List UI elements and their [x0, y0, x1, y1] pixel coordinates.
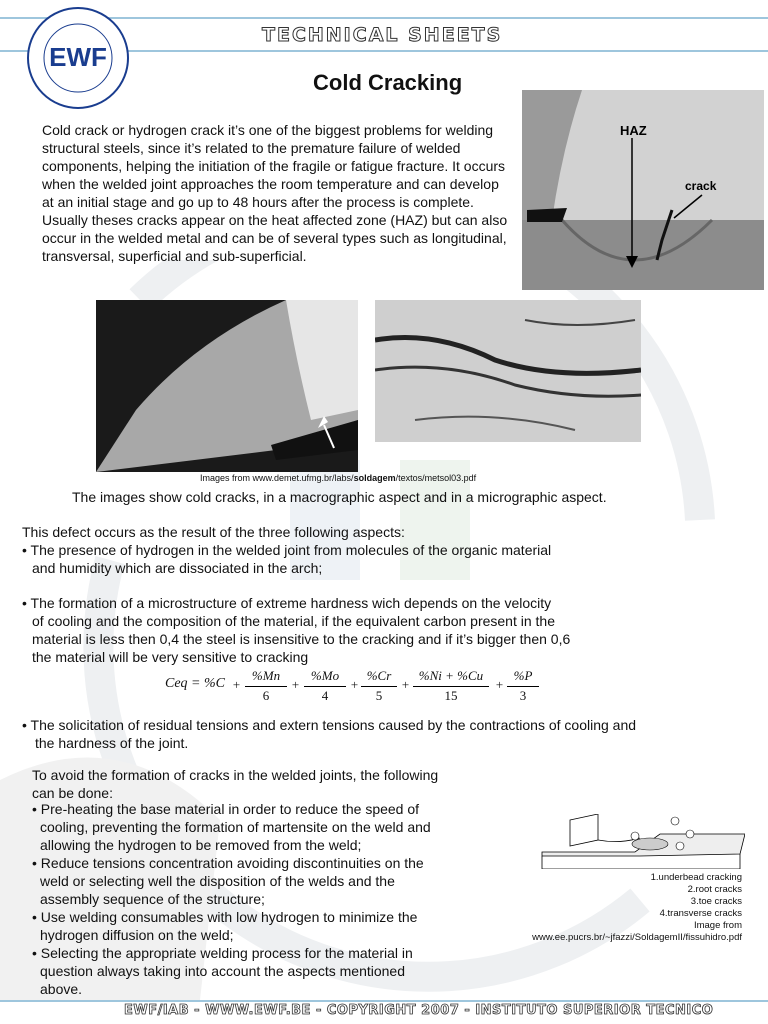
- image-caption: The images show cold cracks, in a macrographic aspect and in a micrographic aspect.: [72, 489, 607, 505]
- formula-term: $\frac{\%Ni + \%Cu}{15}$: [413, 668, 489, 704]
- list-item: • Use welding consumables with low hydrogen to minimize the hydrogen diffusion on the weld;: [32, 909, 418, 943]
- formula-plus: +: [350, 677, 359, 692]
- footer-text: EWF/IAB - WWW.EWF.BE - COPYRIGHT 2007 - INSTITUTO SUPERIOR TECNICO: [124, 1003, 714, 1018]
- crack-types-diagram: [540, 814, 745, 869]
- page-header-title: TECHNICAL SHEETS: [262, 24, 503, 46]
- aspect-2-line-2: of cooling and the composition of the material, if the equivalent carbon present in the: [32, 613, 555, 629]
- aspect-2-line-1: • The formation of a microstructure of extreme hardness wich depends on the velocity: [22, 595, 552, 611]
- macrograph-photo: [96, 300, 358, 472]
- formula-plus: +: [495, 677, 504, 692]
- haz-label: HAZ: [620, 123, 647, 138]
- list-item: • Reduce tensions concentration avoiding discontinuities on the weld or selecting well the disposition of the welds and the assembly sequence of the structure;: [32, 855, 424, 907]
- formula-lhs: Ceq = %C: [165, 676, 225, 691]
- haz-photo-drawing: [522, 90, 764, 290]
- legend-item: 1.underbead cracking: [650, 872, 742, 883]
- ewf-logo: [24, 4, 132, 112]
- aspect-2-line-3: material is less then 0,4 the steel is insensitive to the cracking and if it’s bigger then 0,6: [32, 631, 571, 647]
- aspect-3-line-1: • The solicitation of residual tensions and extern tensions caused by the contractions of cooling and: [22, 717, 637, 733]
- formula-plus: +: [232, 677, 241, 692]
- aspect-2-line-4: the material will be very sensitive to cracking: [32, 649, 309, 665]
- prevention-list: [32, 800, 472, 998]
- list-item: • Selecting the appropriate welding process for the material in question always taking into account the aspects mentioned above.: [32, 945, 413, 997]
- legend-item: 4.transverse cracks: [659, 908, 742, 919]
- aspect-1-line-2: and humidity which are dissociated in the arch;: [32, 560, 323, 576]
- article-title: Cold Cracking: [313, 70, 463, 95]
- logo-text: EWF: [49, 42, 107, 72]
- legend-item: 3.toe cracks: [690, 896, 742, 907]
- legend-source-label: Image from: [693, 920, 742, 931]
- image-credit: Images from www.demet.ufmg.br/labs/soldagem/textos/metsol03.pdf: [200, 473, 477, 483]
- haz-crack-photo: [522, 90, 764, 290]
- crack-types-legend: [470, 872, 742, 944]
- micrograph-photo: [375, 300, 641, 442]
- aspect-1-line-1: • The presence of hydrogen in the welded joint from molecules of the organic material: [22, 542, 552, 558]
- legend-source-url: www.ee.pucrs.br/~jfazzi/SoldagemII/fissuhidro.pdf: [532, 932, 742, 943]
- carbon-equivalent-formula: [165, 668, 545, 712]
- prevention-intro-line-1: To avoid the formation of cracks in the welded joints, the following: [32, 767, 439, 783]
- formula-plus: +: [401, 677, 410, 692]
- prevention-intro-line-2: can be done:: [32, 785, 113, 801]
- formula-term: $\frac{\%Mo}{4}$: [304, 668, 346, 704]
- list-item: • Pre-heating the base material in order to reduce the speed of cooling, preventing the formation of martensite on the weld and allowing the hydrogen to be removed from the weld;: [32, 801, 431, 853]
- formula-term: $\frac{\%P}{3}$: [507, 668, 539, 704]
- intro-paragraph: Cold crack or hydrogen crack it’s one of the biggest problems for welding structural steels, since it’s related to the premature failure of welded components, helping the initiation of the fragile or fatigue fracture. It occurs when the welded joint approaches the room temperature and can develop at an initial stage and go up to 48 hours after the process is complete. Usually theses cracks appear on the heat affected zone (HAZ) but can also occur in the welded metal and can be of several types such as longitudinal, transversal, superficial and sub-superficial.: [42, 122, 508, 264]
- crack-label: crack: [685, 179, 717, 193]
- formula-term: $\frac{\%Cr}{5}$: [361, 668, 397, 704]
- formula-plus: +: [291, 677, 300, 692]
- aspects-intro: This defect occurs as the result of the three following aspects:: [22, 524, 405, 540]
- footer-rule: [0, 1000, 768, 1002]
- aspect-3-line-2: the hardness of the joint.: [35, 735, 189, 751]
- legend-item: 2.root cracks: [687, 884, 742, 895]
- formula-term: $\frac{\%Mn}{6}$: [245, 668, 287, 704]
